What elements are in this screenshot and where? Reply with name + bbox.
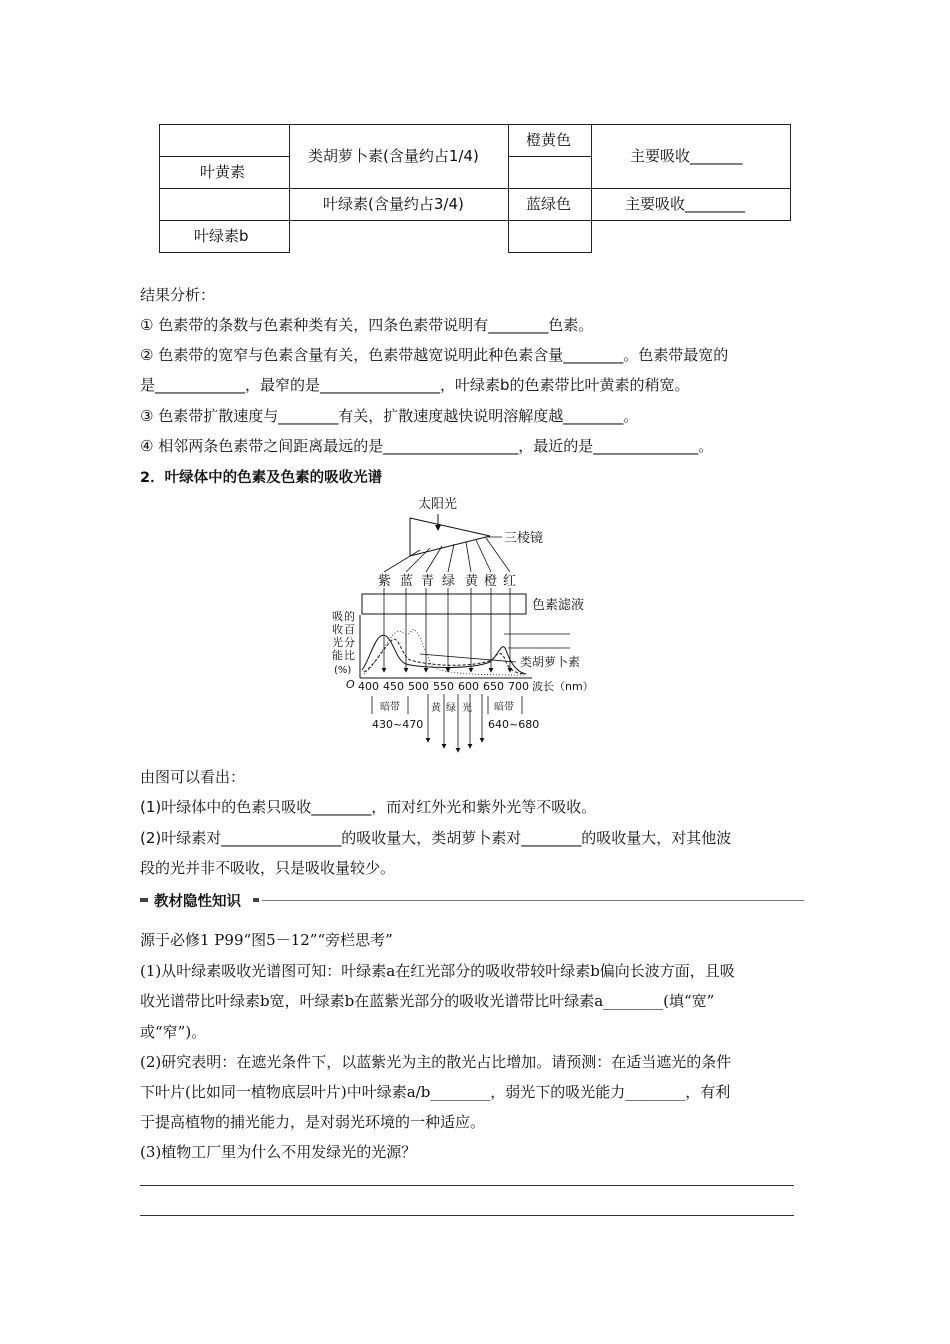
- chlorophyll-b-curve: [364, 639, 526, 674]
- light-label: 光: [462, 703, 472, 714]
- conclusion-line-1: (1)叶绿体中的色素只吸收________，而对红外光和紫外光等不吸收。: [140, 798, 597, 816]
- table-text: 类胡萝卜素(含量约占1/4): [308, 147, 479, 165]
- table-cell-r1-color: [508, 124, 592, 157]
- dark-band-2-label: 暗带: [494, 702, 514, 713]
- header-bullet: [140, 898, 148, 902]
- answer-line-2: [140, 1215, 794, 1216]
- filter-label: 色素滤液: [532, 598, 585, 613]
- header-bullet: [253, 898, 259, 902]
- analysis-line-5: ④ 相邻两条色素带之间距离最远的是__________________，最近的是______________。: [140, 437, 714, 455]
- hidden-q1-line-3: 或“窄”)。: [140, 1023, 207, 1041]
- prism-shape: [410, 518, 490, 556]
- spectrum-color-labels: [378, 573, 516, 589]
- hidden-q2-line-1: (2)研究表明：在遮光条件下，以蓝紫光为主的散光占比增加。请预测：在适当遮光的条件: [140, 1053, 732, 1071]
- table-cell-empty: [508, 220, 592, 253]
- yellow-label: 黄: [431, 703, 441, 714]
- svg-text:分: 分: [344, 636, 355, 649]
- analysis-line-1: ① 色素带的条数与色素种类有关，四条色素带说明有________色素。: [140, 316, 594, 334]
- conclusion-title: 由图可以看出：: [140, 768, 246, 786]
- hidden-q2-line-3: 于提高植物的捕光能力，是对弱光环境的一种适应。: [140, 1113, 486, 1131]
- svg-text:能: 能: [332, 649, 343, 662]
- table-text: 主要吸收_______: [630, 147, 743, 165]
- svg-text:650: 650: [483, 680, 504, 693]
- svg-text:400: 400: [358, 680, 379, 693]
- color-label: 黄: [465, 574, 479, 589]
- hidden-q1-line-1: (1)从叶绿素吸收光谱图可知：叶绿素a在红光部分的吸收带较叶绿素b偏向长波方面，且吸: [140, 962, 735, 980]
- table-cell-r2-absorb: [591, 188, 791, 221]
- conclusion-line-2: (2)叶绿素对________________的吸收量大，类胡萝卜素对________的吸收量大，对其他波: [140, 829, 732, 847]
- svg-text:600: 600: [458, 680, 479, 693]
- table-cell-r1-name: [159, 156, 290, 189]
- analysis-line-3: 是____________，最窄的是________________，叶绿素b的色素带比叶黄素的稍宽。: [140, 376, 690, 394]
- table-cell-empty: [159, 124, 290, 157]
- svg-text:比: 比: [344, 649, 355, 662]
- absorption-spectrum-figure: [320, 490, 620, 755]
- color-label: 青: [421, 574, 435, 589]
- table-cell-empty: [508, 156, 592, 189]
- dark-band-1-label: 暗带: [380, 702, 400, 713]
- curve-pointer-3: [420, 654, 516, 662]
- svg-text:光: 光: [332, 636, 343, 649]
- svg-text:550: 550: [433, 680, 454, 693]
- color-label: 橙: [484, 574, 498, 589]
- color-label: 红: [503, 574, 517, 589]
- table-cell-r3-name: [159, 220, 290, 253]
- table-cell-r2-desc: [289, 188, 509, 221]
- y-axis-unit: (%): [334, 665, 352, 676]
- analysis-line-4: ③ 色素带扩散速度与________有关，扩散速度越快说明溶解度越________。: [140, 407, 639, 425]
- table-cell-r1-absorb: [591, 124, 791, 189]
- svg-text:700: 700: [508, 680, 529, 693]
- analysis-title: 结果分析：: [140, 286, 216, 304]
- svg-text:吸: 吸: [332, 610, 343, 623]
- hidden-knowledge-header: 教材隐性知识: [154, 894, 241, 910]
- hidden-q3: (3)植物工厂里为什么不用发绿光的光源？: [140, 1143, 417, 1161]
- table-cell-empty: [159, 188, 290, 221]
- hidden-source: 源于必修1 P99“图5－12”“旁栏思考”: [140, 931, 393, 949]
- filter-arrows: [384, 588, 510, 672]
- svg-text:450: 450: [383, 680, 404, 693]
- table-text: 叶绿素(含量约占3/4): [323, 195, 464, 213]
- x-tick-labels: [358, 680, 529, 693]
- table-cell-r2-color: [508, 188, 592, 221]
- green-label: 绿: [446, 703, 456, 714]
- table-text: 叶绿素b: [194, 227, 249, 245]
- prism-label: 三棱镜: [504, 531, 544, 546]
- y-axis-label-columns: [332, 610, 355, 662]
- table-text: 蓝绿色: [526, 195, 572, 213]
- table-cell-r1-desc: [289, 124, 509, 189]
- color-label: 蓝: [400, 574, 414, 589]
- header-rule: [262, 900, 804, 901]
- table-text: 主要吸收________: [625, 195, 746, 213]
- svg-text:500: 500: [408, 680, 429, 693]
- dispersed-rays: [384, 538, 510, 572]
- origin-label: O: [346, 678, 355, 691]
- table-text: 叶黄素: [200, 163, 246, 181]
- svg-text:的: 的: [344, 610, 355, 623]
- pigment-filter-box: [362, 594, 526, 614]
- answer-line-1: [140, 1185, 794, 1186]
- conclusion-line-3: 段的光并非不吸收，只是吸收量较少。: [140, 859, 396, 877]
- hidden-q1-line-2: 收光谱带比叶绿素b宽，叶绿素b在蓝紫光部分的吸收光谱带比叶绿素a________(填“宽”: [140, 992, 715, 1010]
- hidden-q2-line-2: 下叶片(比如同一植物底层叶片)中叶绿素a/b________，弱光下的吸光能力________，有利: [140, 1083, 731, 1101]
- table-text: 橙黄色: [526, 131, 572, 149]
- carotenoid-curve: [364, 630, 526, 675]
- carotenoid-label: 类胡萝卜素: [520, 655, 581, 669]
- color-label: 绿: [442, 574, 456, 589]
- color-label: 紫: [378, 574, 392, 589]
- dark-band-1-range: 430~470: [372, 718, 424, 731]
- section-2-title: 2．叶绿体中的色素及色素的吸收光谱: [140, 470, 383, 486]
- x-axis-label: 波长（nm）: [532, 680, 594, 693]
- svg-text:收: 收: [332, 623, 343, 636]
- analysis-line-2: ② 色素带的宽窄与色素含量有关，色素带越宽说明此种色素含量________。色素带最宽的: [140, 346, 729, 364]
- sunlight-label: 太阳光: [418, 497, 458, 512]
- chlorophyll-a-curve: [362, 635, 526, 674]
- svg-text:百: 百: [344, 623, 355, 636]
- dark-band-2-range: 640~680: [488, 718, 540, 731]
